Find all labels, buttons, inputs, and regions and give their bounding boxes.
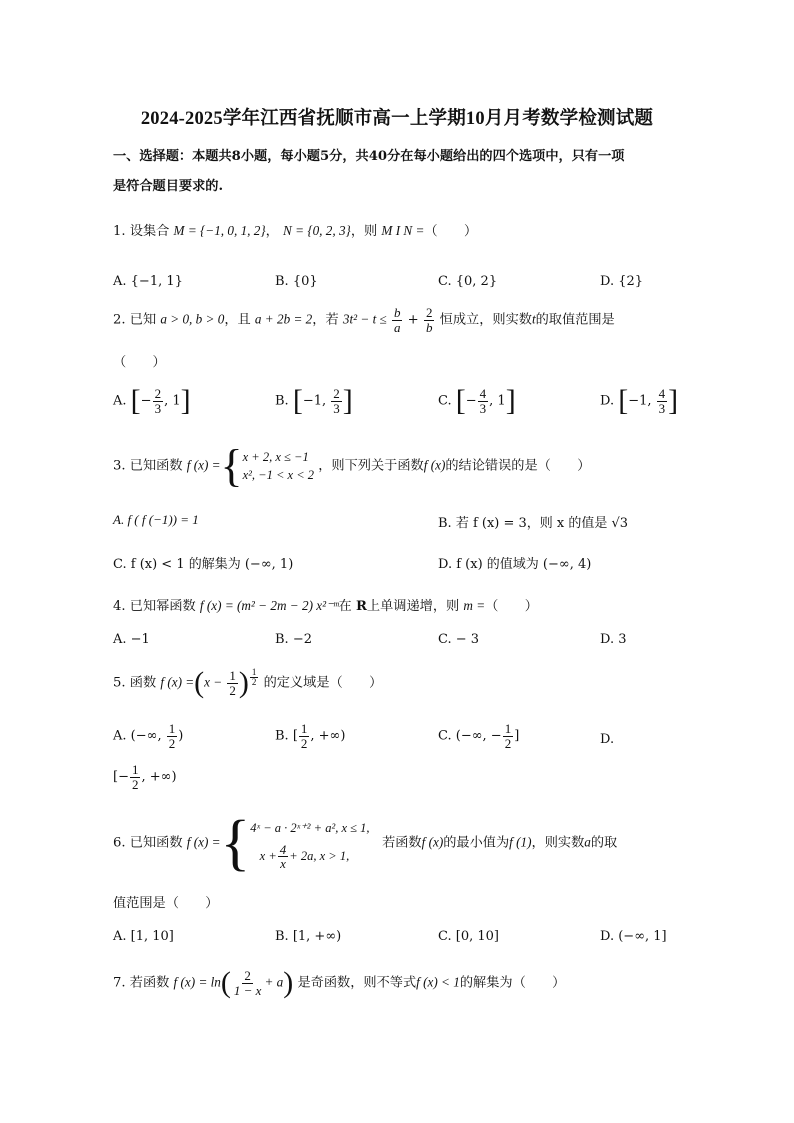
q3-option-b[interactable]: B. 若 f (x) = 3，则 x 的值是 √3: [438, 516, 629, 531]
question-6: 6. 已知函数 f (x) ={4ˣ − a · 2ˣ⁺² + a², x ≤ 1, x + $\frac{4}{x}$ + 2a, x > 1, 若函数f (x)的最小值为f (1)，则实数a的取: [113, 809, 618, 877]
q3-option-c[interactable]: C. f (x) < 1 的解集为 (−∞, 1): [113, 557, 294, 572]
q4-option-d[interactable]: D. 3: [600, 632, 627, 647]
q4-option-c[interactable]: C. − 3: [438, 632, 480, 647]
q2-paren: （ ）: [113, 355, 166, 370]
question-5: 5. 函数 f (x) =(x − $\frac{1}{2}$ ) $^{\frac{1}{2}}$ 的定义域是（ ）: [113, 666, 383, 699]
q6-option-a[interactable]: A. [1, 10]: [113, 929, 174, 944]
q4-option-b[interactable]: B. −2: [275, 632, 312, 647]
q1-option-a[interactable]: A. {−1, 1}: [113, 274, 183, 289]
q6-option-b[interactable]: B. [1, +∞): [275, 929, 342, 944]
q2-option-d[interactable]: D. [−1, $\frac{4}{3}$ ]: [600, 384, 679, 417]
question-2: 2. 已知 a > 0, b > 0，且 a + 2b = 2，若 3t² − t ≤ $\frac{b}{a}$ + $\frac{2}{b}$ 恒成立，则实数t的取值范围是: [113, 305, 615, 335]
q3-option-a[interactable]: A. f ( f (−1)) = 1: [113, 512, 199, 527]
q2-option-a[interactable]: A. [− $\frac{2}{3}$ , 1]: [113, 384, 191, 417]
q3-option-d[interactable]: D. f (x) 的值域为 (−∞, 4): [438, 557, 592, 572]
q6-option-d[interactable]: D. (−∞, 1]: [600, 929, 667, 944]
q6-option-c[interactable]: C. [0, 10]: [438, 929, 499, 944]
q2-option-c[interactable]: C. [− $\frac{4}{3}$ , 1]: [438, 384, 516, 417]
question-6-cont: 值范围是（ ）: [113, 896, 219, 911]
question-3: 3. 已知函数 f (x) ={x + 2, x ≤ −1 x², −1 < x < 2 ，则下列关于函数f (x)的结论错误的是（ ）: [113, 440, 591, 491]
question-7: 7. 若函数 f (x) = ln( $\frac{2}{1 - x}$ + a) 是奇函数，则不等式f (x) < 1的解集为（ ）: [113, 966, 566, 999]
q5-option-a[interactable]: A. (−∞, $\frac{1}{2}$ ): [113, 721, 184, 751]
q1-option-b[interactable]: B. {0}: [275, 274, 318, 289]
page-title: 2024-2025学年江西省抚顺市高一上学期10月月考数学检测试题: [140, 109, 654, 129]
section-heading-line2: 是符合题目要求的.: [113, 179, 224, 194]
q5-option-c[interactable]: C. (−∞, − $\frac{1}{2}$ ]: [438, 721, 520, 751]
q1-option-d[interactable]: D. {2}: [600, 274, 644, 289]
question-1: 1. 设集合 M = {−1, 0, 1, 2}， N = {0, 2, 3}，则 M I N =（ ）: [113, 223, 478, 239]
q5-option-d-label[interactable]: D.: [600, 732, 615, 747]
q5-option-d[interactable]: [− $\frac{1}{2}$ , +∞): [113, 762, 177, 792]
section-heading-line1: 一、选择题：本题共8小题，每小题5分，共40分在每小题给出的四个选项中，只有一项: [113, 149, 625, 164]
q4-option-a[interactable]: A. −1: [113, 632, 150, 647]
q1-option-c[interactable]: C. {0, 2}: [438, 274, 498, 289]
question-4: 4. 已知幂函数 f (x) = (m² − 2m − 2) x²⁻ᵐ在 R上单调递增，则 m =（ ）: [113, 598, 538, 614]
q2-option-b[interactable]: B. [−1, $\frac{2}{3}$ ]: [275, 384, 353, 417]
q5-option-b[interactable]: B. [ $\frac{1}{2}$ , +∞): [275, 721, 346, 751]
